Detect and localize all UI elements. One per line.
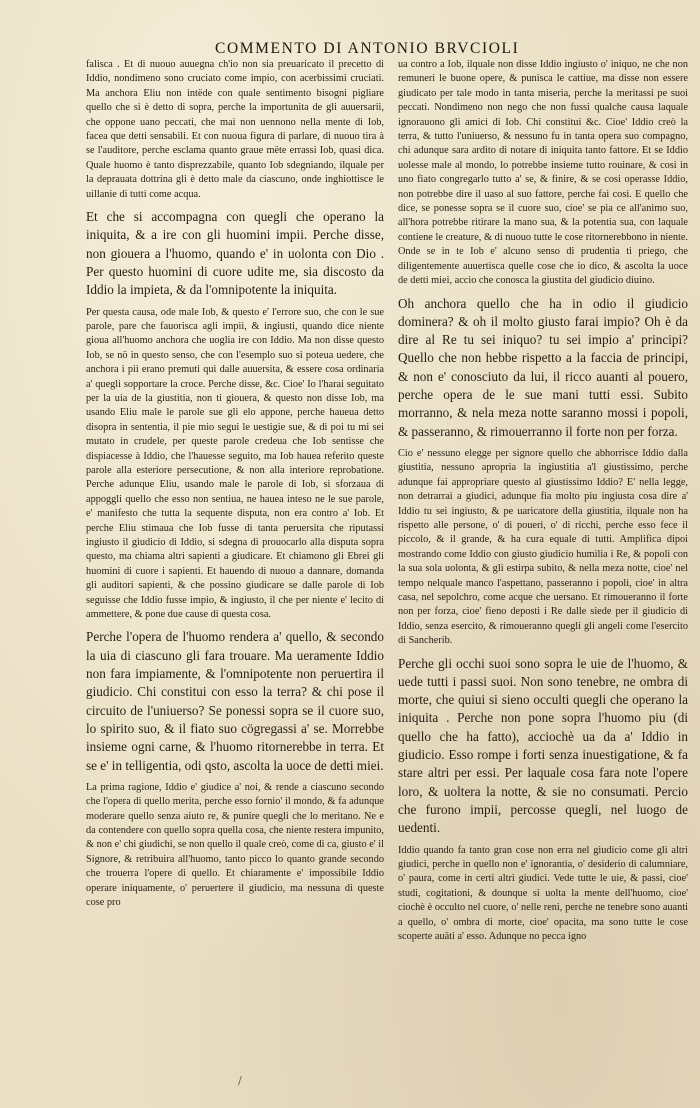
commentary-paragraph: La prima ragione, Iddio e' giudice a' noi, & rende a ciascuno secondo che l'opera di quello merita, perche esso fornio' il mondo, & fa adunque moderare quello senza aiuto re, & punire quegli che lo meritano. Ne e da contendere con quello sopra quella cosa, che niente restera impunito, & non e' chi giudichi, se non quello il quale creò, come di ca, giusto e' il Signore, & retribuira all'huomo, tanto picco lo quanto grande secondo che trouerra l'opere di quello. Et chiaramente e' impossibile Iddio operare iniquamente, o' peruertere il giudicio, ma nessuna di queste cose pro: [86, 781, 384, 909]
left-column: [86, 58, 384, 1050]
running-header: COMMENTO DI ANTONIO BRVCIOLI: [215, 40, 520, 57]
scripture-paragraph: Et che si accompagna con quegli che operano la iniquita, & a ire con gli huomini impii. Perche disse, non giouera a l'huomo, quando e' in uolonta con Dio . Per questo huomini di cuore udite me, sia discosto da Iddio la impieta, & da l'omnipotente la iniquita.: [86, 209, 384, 298]
scripture-paragraph: Oh anchora quello che ha in odio il giudicio dominera? & oh il molto giusto farai impio? Oh è da dire al Re tu sei iniquo? tu sei impio a' principi? Quello che non hebbe rispetto a la faccia de principi, & non e' conosciuto da lui, il ricco auanti al pouero, perche opera de le sue mani tutti essi. Subito morranno, & nela meza notte saranno mossi i popoli, & passeranno, & rimouerranno il forte non per forza.: [398, 295, 688, 439]
commentary-paragraph: Per questa causa, ode male Iob, & questo e' l'errore suo, che con le sue parole, pare che fauorisca agli impii, & ingiusti, quando dice niente gioua all'huomo anchora che uoglia ire con Iddio. Ma non disse questo Iob, se nö in questo senso, che con l'esemplo suo si poteua uedere, che anchora i pii erano premuti qui dalle auuersita, & essere cosa ordinaria a' quegli sopportare la croce. Perche disse, &c. Cioe' Io l'harai seguitato per la uia de la giustitia, non ti giouera, & questo non disse Iob, ma usando Eliu male le parole sue gli elo appone, perche haueua detto disopra in sententia, il pie mio segui le uestigie sue, & di poi tu mi sei mutato in crudele, per queste parole credeua che Iob sentisse che dispiacesse à Iddio, che l'hauesse seguito, ma Iob hauea referito queste parole alla esteriore persecutione, & non alla interiore reprobatione. Perche adunque Eliu, usando male le parole di Iob, si sforzaua di appoggli quello che esso non sentiua, ne hauea inteso ne le sue parole, e' manifesto che tutta la sequente disputa, non era contro a' Iob. Et perche Eliu stimaua che Iob fusse di tanta peruersita che riputassi ingiusto il giudicio di Iddio, si sdegna di prouocarlo alla disputa sopra questo, ma chiama altri sapienti a giudicare. Et chiamono gli Ebrei gli huomini di cuore i sapienti. Et hauendo di nuouo a dannare, domanda gli auditori sapienti, & che possino giudicare se dalle parole di Iob seguisse che Iddio fusse impio, & ingiusto, il che per niente e' lecito di ammettere, & pone due cause di questa cosa.: [86, 306, 384, 621]
scripture-paragraph: Perche gli occhi suoi sono sopra le uie de l'huomo, & uede tutti i passi suoi. Non sono tenebre, ne ombra di morte, che quiui si sieno occulti quegli che operano la iniquita . Perche non pone sopra l'huomo piu (di quello che ha fatto), acciochè ua da a' Iddio in giudicio. Esso rompe i forti senza inuestigatione, & fa stare altri per essi. Per laquale cosa fara note l'opere loro, & uoltera la notte, & sie no consumati. Percio che furono impii, percosse quegli, nel luogo de uedenti.: [398, 655, 688, 836]
commentary-paragraph: Iddio quando fa tanto gran cose non erra nel giudicio come gli altri giudici, perche in quello non e' ignorantia, o' desiderio di calumniare, o' paura, come in certi altri giudici. Vede tutte le uie, & passi, cioe' studi, cogitationi, & dounque si uolta la mente dell'huomo, cioe' ciochè è occulto nel cuore, o' nelle reni, perche ne tenebre sono auanti a quello, o' ombra di morte, cioe' opacita, ma sono tutte le cose scoperte auäti a' esso. Adunque no pecca igno: [398, 844, 688, 942]
right-column: [398, 58, 688, 1050]
commentary-paragraph: falisca . Et di nuouo auuegna ch'io non sia preuaricato il precetto di Iddio, nondimeno sono cruciato come impio, con acerbissimi cruciati. Ma anchora Eliu non intëde con quale sentimento bisogni pigliare quello che si è detto di sopra, perche la importunita de gli auuersarii, che oppone uano peccati, che mai non uennono nella mente di Iob, facea que detti sensabili. Et con nuoua figura di parlare, di nuouo tira à se l'auditore, perche esclama quanto graue mëte errassi Iob, quasi dica. Quale huomo è tanto disprezzabile, quanto Iob sdegniando, ilquale per la deprauata dottrina gli è detto male da ciascuno, onde inghiottisce le uillanie di tutti come acqua.: [86, 59, 384, 200]
scripture-paragraph: Perche l'opera de l'huomo rendera a' quello, & secondo la uia di ciascuno gli fara trouare. Ma ueramente Iddio non fara impiamente, & l'omnipotente non peruertira il giudicio. Chi constitui con esso la terra? & chi pose il circuito de l'uniuerso? Se ponessi sopra se il cuore suo, lo spirito suo, & il fiato suo cögregassi a' se. Morrebbe insieme ogni carne, & l'huomo ritornerebbe in terra. Et se e' in telligentia, odi qsto, ascolta la uoce de detti miei.: [86, 629, 384, 773]
stray-mark: /: [238, 1074, 242, 1087]
commentary-paragraph: Cio e' nessuno elegge per signore quello che abhorrisce Iddio dalla giustitia, nessuno apropria la ingiustitia a'l giustissimo, perche adunque fai appropriare questo al giustissimo Iddio? E' nella legge, non detrarrai a giudici, adunque fia molto piu ingiusta cosa dire a' Iddio tu sei ingiusto, & pe uaricatore della giustitia, ilquale non ha rispetto alle persone, o' di poueri, o' di ricchi, perche esso fece il piccolo, & il grande, & ha cura equale di tutti. Amplifica dipoi mostrando come Iddio con giusto giudicio humilia i Re, & popoli con la sua sola uolonta, & gli estirpa subito, & nella meza notte, cioe' nel tempo nelquale manco l'aspettano, passeranno i popoli, cioe' in altra casa, nel sepolchro, come acque che uersano. Et rimoueranno il forte non per forza, cioe' fieno deposti i Re dalle siede per il giudicio di Iddio, senza esercito, & rimoueranno quegli gli angeli come l'esercito di Sancherib.: [398, 447, 688, 647]
commentary-paragraph: ua contro a Iob, ilquale non disse Iddio ingiusto o' iniquo, ne che non remuneri le buone opere, & punisca le cattiue, ma disse non essere giudicato per tale modo in tanta miseria, perche la meritassi pe suoi peccati. Nondimeno non nego che non fussi qualche causa laquale ignorauono gli amici di Iob. Chi constitui &c. Cioe' Iddio creò la terra, & tutto l'uniuerso, & nessuno fu in tanta opera suo compagno, chi adunque sara ardito di notare di iniquita tanto fattore. Et se Iddio uolesse male al mondo, lo potrebbe insieme tutto rouinare, & cosi in uno fiato congregarlo tutto a' se, & finire, & se cosi operasse Iddio, non potrebbe dire il uaso al suo fattore, perche fai cosi. E quello che dice, se ponesse sopra se il cuore suo, cioe' se pia ce all'animo suo, all'hora potrebbe ritirare la mano sua, & la potentia sua, con laquale contiene le creature, & di nuouo tutte le cose ritornerebbono in niente. Onde se in te Iob e' alcuno senso di prudentia ti priego, che diligentemente auuertisca quelle cose che io dico, & ascolta la uoce de detti miei, accio che conosca la giustita del giudicio diuino.: [398, 59, 688, 287]
